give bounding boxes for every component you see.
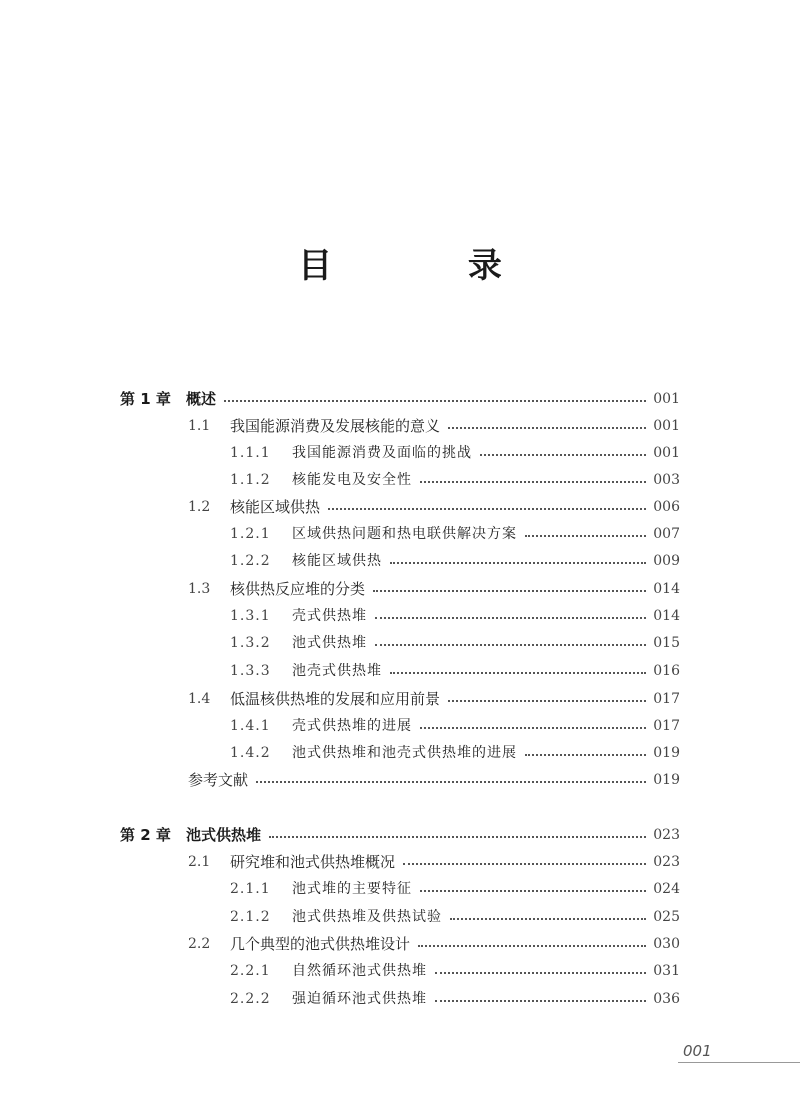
- leader-dots: [448, 700, 646, 702]
- page-number: 009: [653, 553, 680, 569]
- leader-dots: [269, 836, 646, 838]
- toc-subsection-1-2-2[interactable]: [230, 549, 680, 573]
- leader-dots: [448, 427, 646, 429]
- subsection-title: 池式供热堆: [292, 635, 367, 651]
- section-number: 2.1: [188, 854, 211, 870]
- page-number: 019: [653, 772, 680, 788]
- leader-dots: [420, 481, 646, 483]
- section-number: 1.3: [188, 581, 211, 597]
- leader-dots: [224, 400, 646, 402]
- subsection-title: 壳式供热堆的进展: [292, 718, 412, 734]
- section-title: 几个典型的池式供热堆设计: [230, 935, 411, 953]
- subsection-number: 1.2.2: [230, 553, 271, 569]
- leader-dots: [450, 918, 646, 920]
- subsection-title: 池壳式供热堆: [292, 663, 382, 679]
- subsection-title: 壳式供热堆: [292, 608, 367, 624]
- page-number: 014: [653, 608, 680, 624]
- toc-subsection-2-1-1[interactable]: [230, 877, 680, 901]
- leader-dots: [480, 454, 646, 456]
- subsection-number: 1.1.2: [230, 472, 271, 488]
- toc-references-chapter-1[interactable]: [188, 768, 680, 792]
- page-number: 007: [653, 526, 680, 542]
- page-number: 030: [653, 936, 680, 952]
- chapter-number: 第 1 章: [120, 390, 171, 408]
- page-number: 001: [653, 391, 680, 407]
- toc-subsection-1-1-1[interactable]: [230, 441, 680, 465]
- subsection-number: 1.4.1: [230, 718, 271, 734]
- subsection-number: 1.3.1: [230, 608, 271, 624]
- toc-subsection-2-2-2[interactable]: [230, 987, 680, 1011]
- page-number: 001: [653, 445, 680, 461]
- section-number: 1.4: [188, 691, 211, 707]
- section-number: 2.2: [188, 936, 211, 952]
- toc-subsection-1-3-3[interactable]: [230, 659, 680, 683]
- subsection-title: 强迫循环池式供热堆: [292, 991, 427, 1007]
- subsection-number: 1.2.1: [230, 526, 271, 542]
- page-number: 015: [653, 635, 680, 651]
- leader-dots: [420, 890, 646, 892]
- leader-dots: [435, 1000, 646, 1002]
- subsection-title: 自然循环池式供热堆: [292, 963, 427, 979]
- references-title: 参考文献: [188, 771, 249, 789]
- page-number: 024: [653, 881, 680, 897]
- section-number: 1.2: [188, 499, 211, 515]
- subsection-number: 2.2.2: [230, 991, 271, 1007]
- subsection-title: 区域供热问题和热电联供解决方案: [292, 526, 517, 542]
- section-title: 低温核供热堆的发展和应用前景: [230, 690, 441, 708]
- toc-section-1-4[interactable]: [188, 687, 680, 711]
- subsection-number: 1.1.1: [230, 445, 271, 461]
- leader-dots: [328, 508, 646, 510]
- leader-dots: [525, 535, 646, 537]
- footer-page-number: 001: [683, 1042, 712, 1060]
- leader-dots: [420, 727, 646, 729]
- leader-dots: [403, 863, 646, 865]
- page-number: 017: [653, 718, 680, 734]
- chapter-title: 概述: [186, 390, 217, 408]
- leader-dots: [525, 754, 646, 756]
- subsection-number: 1.4.2: [230, 745, 271, 761]
- toc-subsection-1-1-2[interactable]: [230, 468, 680, 492]
- page-number: 023: [653, 854, 680, 870]
- section-title: 核供热反应堆的分类: [230, 580, 366, 598]
- toc-chapter-1[interactable]: [120, 387, 680, 411]
- subsection-title: 池式供热堆及供热试验: [292, 909, 442, 925]
- page-number: 017: [653, 691, 680, 707]
- page-number: 036: [653, 991, 680, 1007]
- subsection-number: 2.1.1: [230, 881, 271, 897]
- leader-dots: [373, 590, 646, 592]
- subsection-number: 2.1.2: [230, 909, 271, 925]
- toc-section-2-2[interactable]: [188, 932, 680, 956]
- section-title: 研究堆和池式供热堆概况: [230, 853, 396, 871]
- page-number: 025: [653, 909, 680, 925]
- subsection-title: 池式堆的主要特征: [292, 881, 412, 897]
- page-number: 006: [653, 499, 680, 515]
- section-number: 1.1: [188, 418, 211, 434]
- subsection-title: 我国能源消费及面临的挑战: [292, 445, 472, 461]
- toc-subsection-2-2-1[interactable]: [230, 959, 680, 983]
- subsection-number: 2.2.1: [230, 963, 271, 979]
- toc-subsection-1-4-1[interactable]: [230, 714, 680, 738]
- subsection-title: 核能区域供热: [292, 553, 382, 569]
- page-title: 目 录: [298, 246, 564, 286]
- toc-subsection-2-1-2[interactable]: [230, 905, 680, 929]
- toc-chapter-2[interactable]: [120, 823, 680, 847]
- page-number: 003: [653, 472, 680, 488]
- subsection-title: 核能发电及安全性: [292, 472, 412, 488]
- toc-subsection-1-2-1[interactable]: [230, 522, 680, 546]
- toc-section-1-1[interactable]: [188, 414, 680, 438]
- toc-subsection-1-4-2[interactable]: [230, 741, 680, 765]
- toc-subsection-1-3-1[interactable]: [230, 604, 680, 628]
- chapter-title: 池式供热堆: [186, 826, 262, 844]
- leader-dots: [256, 781, 646, 783]
- page-number: 001: [653, 418, 680, 434]
- leader-dots: [375, 617, 646, 619]
- toc-section-1-3[interactable]: [188, 577, 680, 601]
- leader-dots: [435, 972, 646, 974]
- section-title: 我国能源消费及发展核能的意义: [230, 417, 441, 435]
- page-number: 031: [653, 963, 680, 979]
- toc-section-2-1[interactable]: [188, 850, 680, 874]
- page-number: 023: [653, 827, 680, 843]
- chapter-number: 第 2 章: [120, 826, 171, 844]
- subsection-title: 池式供热堆和池壳式供热堆的进展: [292, 745, 517, 761]
- page-number: 014: [653, 581, 680, 597]
- leader-dots: [390, 562, 646, 564]
- toc-subsection-1-3-2[interactable]: [230, 631, 680, 655]
- page-number: 019: [653, 745, 680, 761]
- leader-dots: [418, 945, 646, 947]
- footer-rule: [678, 1062, 800, 1063]
- page-number: 016: [653, 663, 680, 679]
- subsection-number: 1.3.3: [230, 663, 271, 679]
- leader-dots: [375, 644, 646, 646]
- subsection-number: 1.3.2: [230, 635, 271, 651]
- toc-section-1-2[interactable]: [188, 495, 680, 519]
- leader-dots: [390, 672, 646, 674]
- section-title: 核能区域供热: [230, 498, 321, 516]
